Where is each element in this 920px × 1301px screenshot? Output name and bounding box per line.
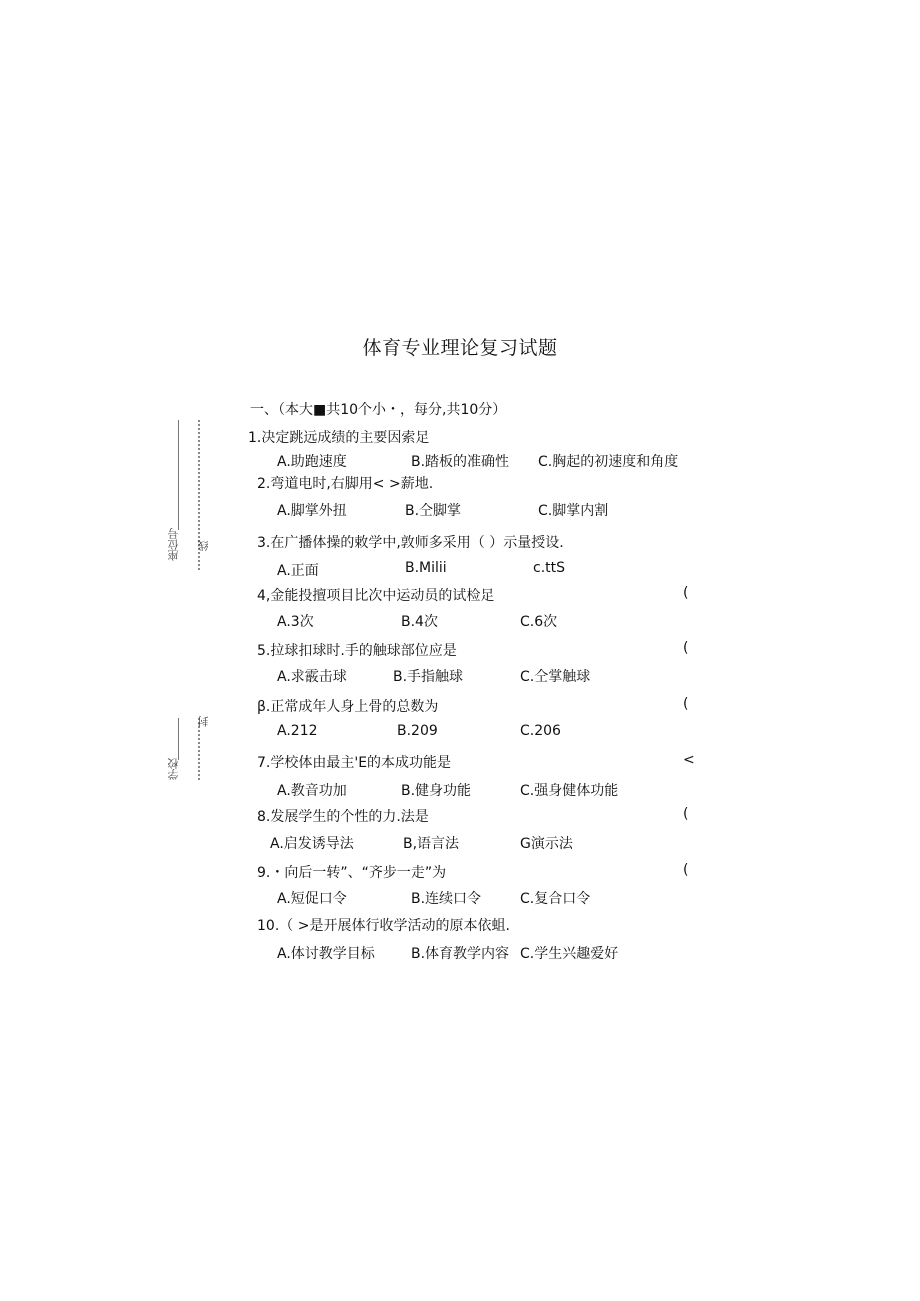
question-9-stem: 9.・向后一转”、“齐步一走”为: [257, 865, 447, 881]
binding-dots-bottom: [198, 718, 200, 780]
question-4-option-c: C.6次: [520, 614, 558, 630]
question-6-stem: β.正常成年人身上骨的总数为: [257, 699, 439, 715]
question-5-answer-paren: (: [683, 640, 689, 656]
question-2-stem: 2.弯道电时,右脚用< >薪地.: [257, 476, 434, 492]
question-2-option-c: C.脚掌内割: [538, 503, 609, 519]
question-5-option-b: B.手指触球: [393, 669, 464, 685]
question-10-stem: 10.（ >是开展体行收学活动的原本依蛆.: [257, 918, 510, 934]
binding-line-top: [178, 420, 179, 530]
question-8-stem: 8.发展学生的个性的力.法是: [257, 809, 429, 825]
question-7-answer-paren: <: [683, 752, 695, 768]
binding-line-mark: 线: [197, 540, 210, 551]
seat-number-label: 座位号: [167, 528, 180, 561]
question-5-option-c: C.仝掌触球: [520, 669, 591, 685]
question-7-option-b: B.健身功能: [401, 783, 472, 799]
binding-line-bottom: [178, 718, 179, 760]
question-8-option-c: G演示法: [520, 836, 573, 852]
question-9-option-c: C.复合口令: [520, 891, 591, 907]
question-3-stem: 3.在广播体操的敕学中,敦师多采用（ ）示量授设.: [257, 535, 564, 551]
school-label: 学校: [167, 758, 180, 780]
question-4-option-a: A.3次: [277, 614, 314, 630]
question-4-option-b: B.4次: [401, 614, 438, 630]
question-6-option-a: A.212: [277, 723, 318, 739]
question-5-option-a: A.求霰击球: [277, 669, 347, 685]
question-6-option-c: C.206: [520, 723, 561, 739]
section-heading: 一、（本大■共10个小・，每分,共10分）: [250, 402, 507, 418]
question-1-option-a: A.助跑速度: [277, 454, 347, 470]
question-3-option-c: c.ttS: [533, 560, 566, 576]
question-10-option-c: C.学生兴趣爱好: [520, 946, 619, 962]
question-2-option-b: B.仝脚掌: [405, 503, 462, 519]
question-9-option-a: A.短促口令: [277, 891, 347, 907]
question-5-stem: 5.拉球扣球时.手的触球部位应是: [257, 643, 457, 659]
question-8-option-a: A.启发诱导法: [270, 836, 354, 852]
question-2-option-a: A.脚掌外扭: [277, 503, 347, 519]
question-4-stem: 4,金能投擅项目比次中运动员的试检足: [257, 588, 495, 604]
question-4-answer-paren: (: [683, 585, 689, 601]
question-7-option-c: C.强身健体功能: [520, 783, 619, 799]
question-9-answer-paren: (: [683, 862, 689, 878]
question-3-option-a: A.正面: [277, 563, 319, 579]
question-7-stem: 7.学校体由最主'E的本成功能是: [257, 755, 452, 771]
question-9-option-b: B.连续口令: [411, 891, 482, 907]
question-6-option-b: B.209: [397, 723, 438, 739]
page-title: 体育专业理论复习试题: [362, 337, 558, 359]
question-10-option-b: B.体育教学内容: [411, 946, 510, 962]
binding-seal-mark: 封: [197, 716, 210, 727]
question-6-answer-paren: (: [683, 696, 689, 712]
question-1-stem: 1.决定跳远成绩的主要因索足: [248, 430, 430, 446]
question-8-option-b: B,语言法: [403, 836, 460, 852]
question-8-answer-paren: (: [683, 806, 689, 822]
question-3-option-b: B.Milii: [405, 560, 447, 576]
question-1-option-b: B.踏板的准确性: [411, 454, 510, 470]
question-7-option-a: A.教音功加: [277, 783, 347, 799]
question-10-option-a: A.体讨教学目标: [277, 946, 375, 962]
question-1-option-c: C.胸起的初速度和角度: [538, 454, 679, 470]
